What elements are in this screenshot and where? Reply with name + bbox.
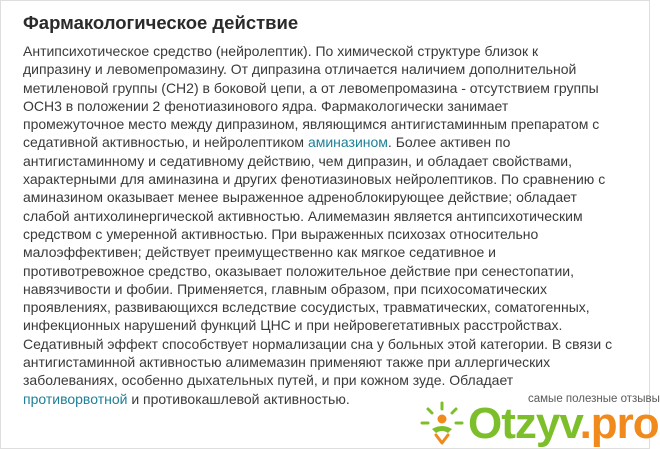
text-line bbox=[23, 133, 623, 151]
section-heading: Фармакологическое действие bbox=[23, 12, 299, 33]
text-segment: Антипсихотическое средство (нейролептик). По химической структуре близок к bbox=[23, 43, 539, 59]
text-segment: промежуточное место между дипразином, являющимся антигистаминным препаратом с bbox=[23, 116, 600, 133]
otzyv-logo-icon bbox=[418, 399, 466, 447]
text-line bbox=[23, 115, 623, 133]
text-line bbox=[23, 316, 623, 334]
text-line bbox=[23, 298, 623, 316]
text-line bbox=[23, 262, 623, 280]
text-line bbox=[23, 97, 623, 115]
text-line bbox=[23, 225, 623, 243]
site-watermark bbox=[418, 393, 660, 449]
text-line bbox=[23, 170, 623, 188]
inline-link[interactable]: аминазином bbox=[307, 134, 388, 151]
text-line bbox=[23, 79, 623, 97]
text-line bbox=[23, 42, 623, 60]
text-segment: метиленовой группы (СН2) в боковой цепи, а от левомепромазина - отсутствием группы bbox=[23, 79, 599, 96]
text-segment: слабой антихолинергической активностью. Алимемазин является антипсихотическим bbox=[23, 207, 583, 224]
text-segment: заболеваниях, особенно дыхательных путей, и при кожном зуде. Обладает bbox=[23, 372, 514, 389]
text-segment: навязчивости и фобии. Применяется, главным образом, при психосоматических bbox=[23, 280, 548, 297]
watermark-caption: самые полезные отзывы bbox=[528, 393, 660, 405]
text-line bbox=[23, 335, 623, 353]
text-segment: противотревожное средство, оказывает положительное действие при сенестопатии, bbox=[23, 262, 574, 279]
text-line bbox=[23, 280, 623, 298]
logo-main: Otzyv bbox=[468, 399, 580, 448]
text-segment: и противокашлевой активностью. bbox=[127, 390, 350, 407]
text-segment: проявлениях, развивающихся вследствие сосудистых, травматических, соматогенных, bbox=[23, 299, 590, 316]
text-segment: малоэффективен; действует преимущественно как мягкое седативное и bbox=[23, 244, 496, 261]
watermark-logo-text bbox=[468, 399, 659, 449]
text-segment: средством с умеренной активностью. При выраженных психозах относительно bbox=[23, 225, 539, 242]
text-line bbox=[23, 188, 623, 206]
text-segment: характерными для аминазина и других фенотиазиновых нейролептиков. По сравнению с bbox=[23, 171, 606, 188]
text-line bbox=[23, 207, 623, 225]
text-segment: инфекционных нарушений функций ЦНС и при нейровегетативных расстройствах. bbox=[23, 317, 563, 334]
text-line bbox=[23, 152, 623, 170]
logo-suffix: .pro bbox=[579, 399, 659, 448]
text-line bbox=[23, 353, 623, 371]
text-segment: ОСН3 в положении 2 фенотиазинового ядра. Фармакологически занимает bbox=[23, 97, 509, 114]
inline-link[interactable]: противорвотной bbox=[23, 390, 128, 407]
text-segment: Седативный эффект способствует нормализации сна у больных этой категории. В связи с bbox=[23, 335, 613, 352]
text-segment: антигистаминной активностью алимемазин применяют также при аллергических bbox=[23, 354, 551, 371]
text-line bbox=[23, 60, 623, 78]
text-segment: аминазином оказывает менее выраженное адреноблокирующее действие; обладает bbox=[23, 189, 577, 206]
text-line bbox=[23, 243, 623, 261]
text-segment: антигистаминному и седативному действию, чем дипразин, и обладает свойствами, bbox=[23, 152, 572, 169]
text-segment: дипразину и левомепромазину. От дипразина отличается наличием дополнительной bbox=[23, 61, 577, 78]
text-line bbox=[23, 371, 623, 389]
text-segment: . Более активен по bbox=[387, 134, 511, 151]
text-segment: седативной активностью, и нейролептиком bbox=[23, 134, 308, 151]
article-text bbox=[23, 42, 623, 408]
